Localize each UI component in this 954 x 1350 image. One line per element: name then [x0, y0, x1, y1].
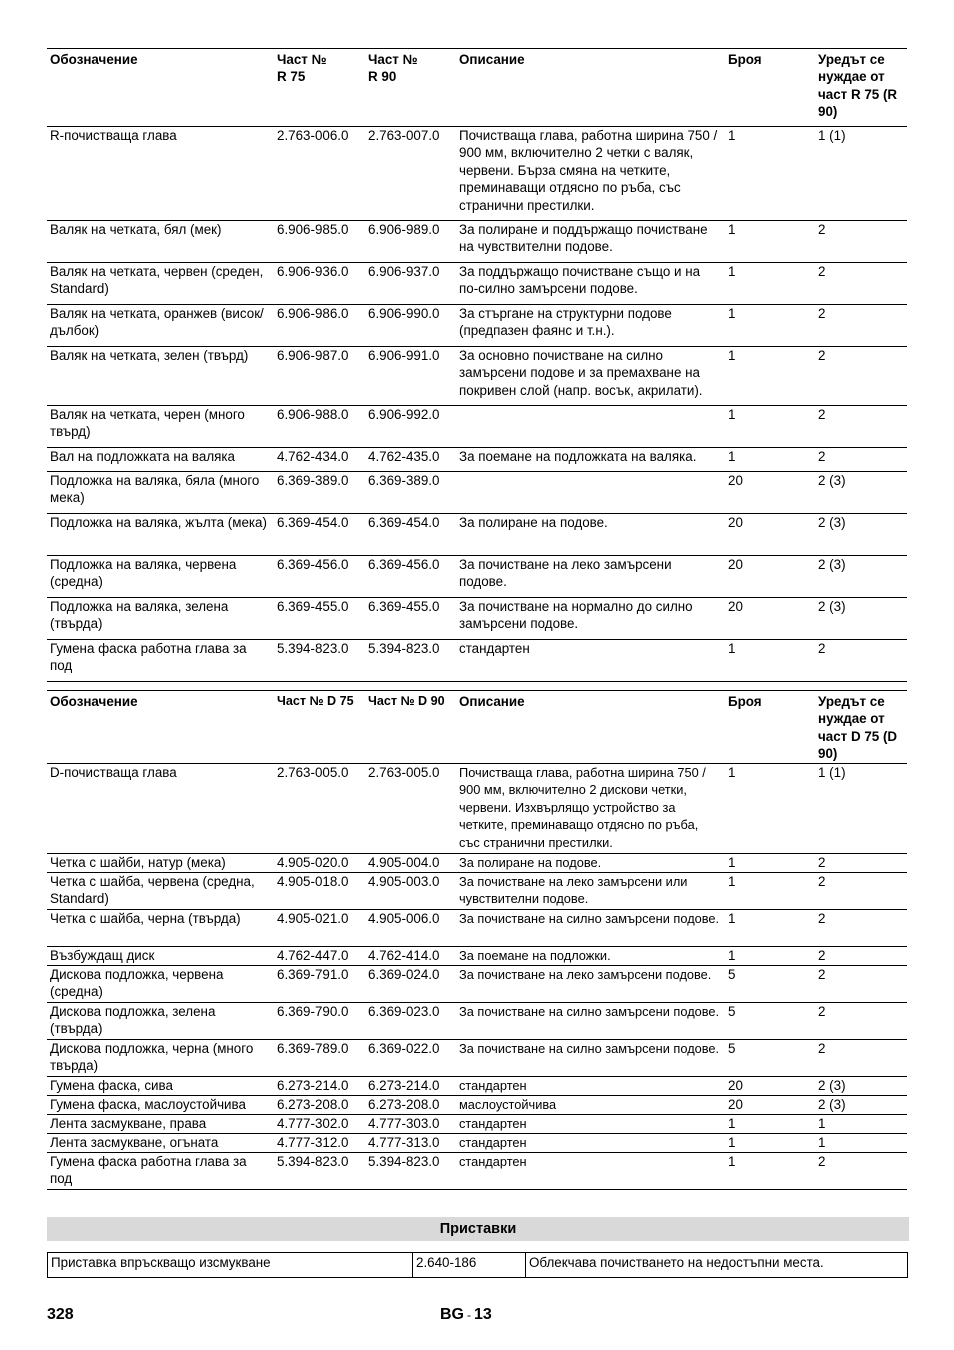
- table-cell: [456, 472, 725, 514]
- table-cell: 6.273-214.0: [274, 1077, 365, 1096]
- table-cell: 4.905-004.0: [365, 854, 456, 873]
- table-cell: 6.906-990.0: [365, 305, 456, 347]
- table-cell: 6.906-988.0: [274, 406, 365, 448]
- table-header: [47, 691, 907, 764]
- table-cell: стандартен: [456, 1077, 725, 1096]
- table-cell: 2 (3): [815, 598, 907, 640]
- table-cell: Подложка на валяка, червена (средна): [47, 556, 274, 598]
- table-row: [47, 448, 907, 472]
- table-cell: 2: [815, 305, 907, 347]
- table-cell: 4.762-435.0: [365, 448, 456, 472]
- table-cell: 1: [725, 854, 815, 873]
- footer-lang: BG: [440, 1306, 464, 1323]
- table-cell: 5.394-823.0: [274, 640, 365, 682]
- col-header: Уредът се нуждае от част D 75 (D 90): [815, 691, 907, 764]
- table-cell: 6.369-022.0: [365, 1040, 456, 1077]
- table-cell: 6.369-456.0: [365, 556, 456, 598]
- table-cell: [456, 406, 725, 448]
- table-row: [47, 1134, 907, 1153]
- table-cell: 6.906-989.0: [365, 221, 456, 263]
- table-cell: стандартен: [456, 1134, 725, 1153]
- table-cell: 6.369-791.0: [274, 966, 365, 1003]
- table-cell: Облекчава почистването на недостъпни места.: [526, 1253, 908, 1278]
- table-row: [47, 305, 907, 347]
- table-cell: 2 (3): [815, 1077, 907, 1096]
- table-cell: 20: [725, 1077, 815, 1096]
- table-cell: 4.762-447.0: [274, 947, 365, 966]
- table-cell: 1: [725, 910, 815, 947]
- table-cell: 6.369-454.0: [274, 514, 365, 556]
- table-cell: 1: [725, 263, 815, 305]
- col-header: Описание: [456, 49, 725, 127]
- table-cell: 4.905-003.0: [365, 873, 456, 910]
- parts-table-r: [47, 48, 907, 682]
- table-cell: 2: [815, 347, 907, 406]
- table-row: [47, 406, 907, 448]
- table-cell: 20: [725, 1096, 815, 1115]
- table-row: [47, 640, 907, 682]
- col-header: Част № D 90: [365, 691, 456, 764]
- table-cell: 4.905-020.0: [274, 854, 365, 873]
- table-cell: 2: [815, 406, 907, 448]
- table-cell: 20: [725, 556, 815, 598]
- col-header: Част № R 90: [365, 49, 456, 127]
- table-cell: Почистваща глава, работна ширина 750 / 900 мм, включително 2 четки с валяк, червени. Бърза смяна на четките, преминаващи отдясно по ръба, със странични престилки.: [456, 127, 725, 221]
- accessories-heading: Приставки: [47, 1217, 909, 1241]
- table-row: [47, 1153, 907, 1190]
- table-cell: 1: [725, 406, 815, 448]
- table-cell: Гумена фаска, сива: [47, 1077, 274, 1096]
- table-cell: 4.905-006.0: [365, 910, 456, 947]
- table-row: [47, 1040, 907, 1077]
- table-cell: Валяк на четката, бял (мек): [47, 221, 274, 263]
- table-cell: 6.906-991.0: [365, 347, 456, 406]
- table-cell: За полиране на подове.: [456, 854, 725, 873]
- table-row: [47, 556, 907, 598]
- table-cell: 4.777-313.0: [365, 1134, 456, 1153]
- table-cell: 1 (1): [815, 764, 907, 854]
- table-cell: 2: [815, 1003, 907, 1040]
- table-cell: 6.906-986.0: [274, 305, 365, 347]
- table-cell: 2: [815, 947, 907, 966]
- table-cell: 1: [815, 1115, 907, 1134]
- table-cell: D-почистваща глава: [47, 764, 274, 854]
- footer-section: [440, 1306, 492, 1324]
- table-cell: 6.369-455.0: [274, 598, 365, 640]
- table-row: [47, 966, 907, 1003]
- table-row: [47, 221, 907, 263]
- table-cell: 6.369-455.0: [365, 598, 456, 640]
- col-header: Уредът се нуждае от част R 75 (R 90): [815, 49, 907, 127]
- table-row: [47, 873, 907, 910]
- table-cell: 1: [725, 347, 815, 406]
- table-row: [47, 947, 907, 966]
- table-cell: Дискова подложка, черна (много твърда): [47, 1040, 274, 1077]
- table-row: [47, 514, 907, 556]
- table-cell: 6.369-790.0: [274, 1003, 365, 1040]
- table-cell: Вал на подложката на валяка: [47, 448, 274, 472]
- table-cell: 1: [725, 305, 815, 347]
- table-header: [47, 49, 907, 127]
- col-header: Обозначение: [47, 691, 274, 764]
- table-cell: За основно почистване на силно замърсени подове и за премахване на покривен слой (напр. восък, акрилати).: [456, 347, 725, 406]
- table-cell: За полиране и поддържащо почистване на чувствителни подове.: [456, 221, 725, 263]
- table-cell: 6.273-214.0: [365, 1077, 456, 1096]
- table-cell: стандартен: [456, 640, 725, 682]
- table-cell: маслоустойчива: [456, 1096, 725, 1115]
- table-cell: 6.906-936.0: [274, 263, 365, 305]
- table-cell: 1: [725, 448, 815, 472]
- table-cell: Лента засмукване, огъната: [47, 1134, 274, 1153]
- table-row: [47, 598, 907, 640]
- table-cell: 1: [725, 1115, 815, 1134]
- table-cell: За почистване на силно замърсени подове.: [456, 1003, 725, 1040]
- table-cell: 1 (1): [815, 127, 907, 221]
- table-cell: 2: [815, 873, 907, 910]
- table-cell: Четка с шайби, натур (мека): [47, 854, 274, 873]
- table-cell: 4.777-312.0: [274, 1134, 365, 1153]
- table-cell: За полиране на подове.: [456, 514, 725, 556]
- table-cell: 1: [725, 1153, 815, 1190]
- table-cell: Валяк на четката, червен (среден, Standard): [47, 263, 274, 305]
- table-cell: 1: [725, 873, 815, 910]
- table-cell: 2: [815, 854, 907, 873]
- table-cell: R-почистваща глава: [47, 127, 274, 221]
- footer-dash: -: [467, 1308, 471, 1322]
- table-cell: За стъргане на структурни подове (предпазен фаянс и т.н.).: [456, 305, 725, 347]
- table-cell: 6.369-389.0: [274, 472, 365, 514]
- table-cell: стандартен: [456, 1153, 725, 1190]
- table-cell: За почистване на нормално до силно замърсени подове.: [456, 598, 725, 640]
- table-cell: 6.369-789.0: [274, 1040, 365, 1077]
- table-cell: Гумена фаска работна глава за под: [47, 640, 274, 682]
- table-cell: За почистване на леко замърсени или чувствителни подове.: [456, 873, 725, 910]
- table-cell: 2: [815, 1153, 907, 1190]
- table-cell: 4.777-302.0: [274, 1115, 365, 1134]
- table-cell: 6.906-937.0: [365, 263, 456, 305]
- table-row: [47, 1096, 907, 1115]
- table-cell: 4.777-303.0: [365, 1115, 456, 1134]
- table-row: [47, 472, 907, 514]
- table-row: [47, 1003, 907, 1040]
- table-cell: 2: [815, 640, 907, 682]
- footer-section-page: 13: [474, 1306, 492, 1323]
- table-cell: 1: [725, 1134, 815, 1153]
- table-cell: 1: [725, 947, 815, 966]
- table-row: [47, 347, 907, 406]
- table-cell: 20: [725, 598, 815, 640]
- col-header: Броя: [725, 691, 815, 764]
- accessories-table: [47, 1252, 908, 1278]
- table-cell: 2: [815, 221, 907, 263]
- table-cell: 4.905-018.0: [274, 873, 365, 910]
- table-cell: Дискова подложка, зелена (твърда): [47, 1003, 274, 1040]
- table-cell: Гумена фаска работна глава за под: [47, 1153, 274, 1190]
- table-cell: За почистване на леко замърсени подове.: [456, 966, 725, 1003]
- table-cell: 1: [725, 764, 815, 854]
- table-cell: 6.369-454.0: [365, 514, 456, 556]
- table-cell: Подложка на валяка, жълта (мека): [47, 514, 274, 556]
- table-cell: За поддържащо почистване също и на по-силно замърсени подове.: [456, 263, 725, 305]
- table-row: [47, 1077, 907, 1096]
- table-cell: Подложка на валяка, зелена (твърда): [47, 598, 274, 640]
- table-cell: 2: [815, 263, 907, 305]
- table-cell: Гумена фаска, маслоустойчива: [47, 1096, 274, 1115]
- table-cell: Четка с шайба, червена (средна, Standard): [47, 873, 274, 910]
- table-cell: Приставка впръскващо изсмукване: [48, 1253, 413, 1278]
- table-cell: 1: [725, 127, 815, 221]
- table-cell: 2 (3): [815, 1096, 907, 1115]
- table-cell: 5: [725, 966, 815, 1003]
- table-cell: 2.763-005.0: [365, 764, 456, 854]
- table-cell: Лента засмукване, права: [47, 1115, 274, 1134]
- table-cell: 5.394-823.0: [274, 1153, 365, 1190]
- table-cell: 2: [815, 448, 907, 472]
- table-cell: 20: [725, 472, 815, 514]
- table-cell: 4.762-414.0: [365, 947, 456, 966]
- table-cell: За почистване на леко замърсени подове.: [456, 556, 725, 598]
- table-cell: Четка с шайба, черна (твърда): [47, 910, 274, 947]
- table-cell: 2 (3): [815, 514, 907, 556]
- table-cell: 2: [815, 966, 907, 1003]
- table-cell: 6.906-992.0: [365, 406, 456, 448]
- table-cell: Дискова подложка, червена (средна): [47, 966, 274, 1003]
- table-cell: 5.394-823.0: [365, 640, 456, 682]
- table-cell: 6.273-208.0: [365, 1096, 456, 1115]
- table-cell: За почистване на силно замърсени подове.: [456, 1040, 725, 1077]
- parts-table-d: [47, 690, 907, 1190]
- table-cell: Подложка на валяка, бяла (много мека): [47, 472, 274, 514]
- table-cell: 2.763-005.0: [274, 764, 365, 854]
- table-cell: 6.906-987.0: [274, 347, 365, 406]
- table-row: [48, 1253, 908, 1278]
- table-cell: 6.369-389.0: [365, 472, 456, 514]
- table-cell: 1: [815, 1134, 907, 1153]
- table-cell: За поемане на подложки.: [456, 947, 725, 966]
- table-cell: 6.906-985.0: [274, 221, 365, 263]
- table-cell: Почистваща глава, работна ширина 750 / 900 мм, включително 2 дискови четки, червени. Изхвърлящо устройство за четките, преминаващо отдясно по ръба, със странични престилки.: [456, 764, 725, 854]
- table-cell: 2.763-006.0: [274, 127, 365, 221]
- col-header: Описание: [456, 691, 725, 764]
- table-cell: Възбуждащ диск: [47, 947, 274, 966]
- col-header: Броя: [725, 49, 815, 127]
- table-cell: стандартен: [456, 1115, 725, 1134]
- table-cell: 1: [725, 221, 815, 263]
- table-row: [47, 910, 907, 947]
- table-cell: Валяк на четката, зелен (твърд): [47, 347, 274, 406]
- table-cell: 6.369-023.0: [365, 1003, 456, 1040]
- table-cell: 5: [725, 1003, 815, 1040]
- table-cell: За почистване на силно замърсени подове.: [456, 910, 725, 947]
- col-header: Обозначение: [47, 49, 274, 127]
- table-cell: 6.369-024.0: [365, 966, 456, 1003]
- table-cell: 2 (3): [815, 556, 907, 598]
- table-cell: Валяк на четката, черен (много твърд): [47, 406, 274, 448]
- table-row: [47, 764, 907, 854]
- table-cell: 6.273-208.0: [274, 1096, 365, 1115]
- table-cell: 2: [815, 910, 907, 947]
- table-cell: 2: [815, 1040, 907, 1077]
- table-cell: 2.640-186: [413, 1253, 526, 1278]
- table-row: [47, 127, 907, 221]
- table-cell: 5: [725, 1040, 815, 1077]
- table-row: [47, 1115, 907, 1134]
- table-cell: 20: [725, 514, 815, 556]
- table-cell: Валяк на четката, оранжев (висок/дълбок): [47, 305, 274, 347]
- table-cell: 2 (3): [815, 472, 907, 514]
- table-cell: 6.369-456.0: [274, 556, 365, 598]
- table-cell: 2.763-007.0: [365, 127, 456, 221]
- table-row: [47, 854, 907, 873]
- table-cell: 1: [725, 640, 815, 682]
- table-cell: 4.905-021.0: [274, 910, 365, 947]
- table-cell: 5.394-823.0: [365, 1153, 456, 1190]
- table-cell: За поемане на подложката на валяка.: [456, 448, 725, 472]
- table-cell: 4.762-434.0: [274, 448, 365, 472]
- col-header: Част № D 75: [274, 691, 365, 764]
- page-number: 328: [47, 1306, 74, 1323]
- col-header: Част № R 75: [274, 49, 365, 127]
- table-row: [47, 263, 907, 305]
